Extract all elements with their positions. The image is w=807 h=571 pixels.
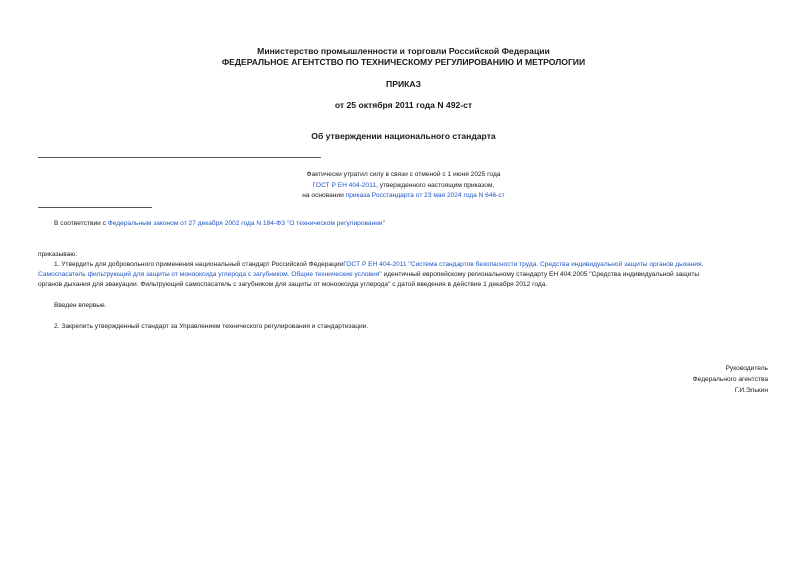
- gost-link[interactable]: ГОСТ Р ЕН 404-2011: [312, 182, 377, 189]
- ministry-title: Министерство промышленности и торговли Российской Федерации: [257, 46, 550, 56]
- document-subject: Об утверждении национального стандарта: [311, 131, 496, 141]
- gost-standard-link-a[interactable]: ГОСТ Р ЕН 404-2011 "Система стандартов безопасности труда. Средства индивидуальной защиты органов дыхания.: [343, 261, 704, 268]
- item-1-line-2: [38, 270, 699, 281]
- accordance-prefix: В соответствии с: [54, 220, 108, 227]
- signature-agency: Федерального агентства: [692, 376, 768, 383]
- federal-law-link[interactable]: Федеральным законом от 27 декабря 2002 года N 184-ФЗ "О техническом регулировании": [107, 220, 385, 227]
- item-1-line-1: [54, 260, 703, 271]
- item-1-line-3: органов дыхания для эвакуации. Фильтрующий самоспасатель с загубником для защиты от монооксида углерода" с датой введения в действие 1 декабря 2012 года.: [38, 281, 548, 288]
- document-date-number: от 25 октября 2011 года N 492-ст: [334, 100, 473, 110]
- separator-line: [38, 157, 321, 158]
- separator-line-short: [38, 207, 152, 208]
- gost-standard-link-b[interactable]: Самоспасатель фильтрующий для защиты от монооксида углерода с загубником. Общие технические условия": [38, 271, 382, 278]
- item-2: 2. Закрепить утвержденный стандарт за Управлением технического регулирования и стандартизации.: [54, 323, 369, 330]
- introduced-note: Введен впервые.: [54, 302, 107, 309]
- document-type: ПРИКАЗ: [386, 79, 421, 89]
- item-1-prefix: 1. Утвердить для добровольного применения национальный стандарт Российской Федерации: [54, 261, 344, 268]
- rosstandart-order-link[interactable]: приказа Росстандарта от 23 мая 2024 года N 646-ст: [345, 192, 505, 199]
- signature-name: Г.И.Элькин: [734, 387, 768, 394]
- accordance-paragraph: [54, 219, 385, 230]
- notice-line-3: [0, 191, 807, 200]
- notice-line-2-text: , утвержденного настоящим приказом,: [376, 182, 495, 189]
- item-1-rest-a: идентичный европейскому региональному стандарту ЕН 404:2005 "Средства индивидуальной защиты: [381, 271, 700, 278]
- agency-title: ФЕДЕРАЛЬНОЕ АГЕНТСТВО ПО ТЕХНИЧЕСКОМУ РЕГУЛИРОВАНИЮ И МЕТРОЛОГИИ: [221, 57, 586, 67]
- order-word: приказываю:: [38, 251, 78, 258]
- signature-position: Руководитель: [725, 365, 768, 372]
- notice-line-1: Фактически утратил силу в связи с отменой с 1 июня 2025 года: [306, 171, 501, 178]
- notice-line-3-prefix: на основании: [302, 192, 346, 199]
- notice-line-2: [0, 181, 807, 190]
